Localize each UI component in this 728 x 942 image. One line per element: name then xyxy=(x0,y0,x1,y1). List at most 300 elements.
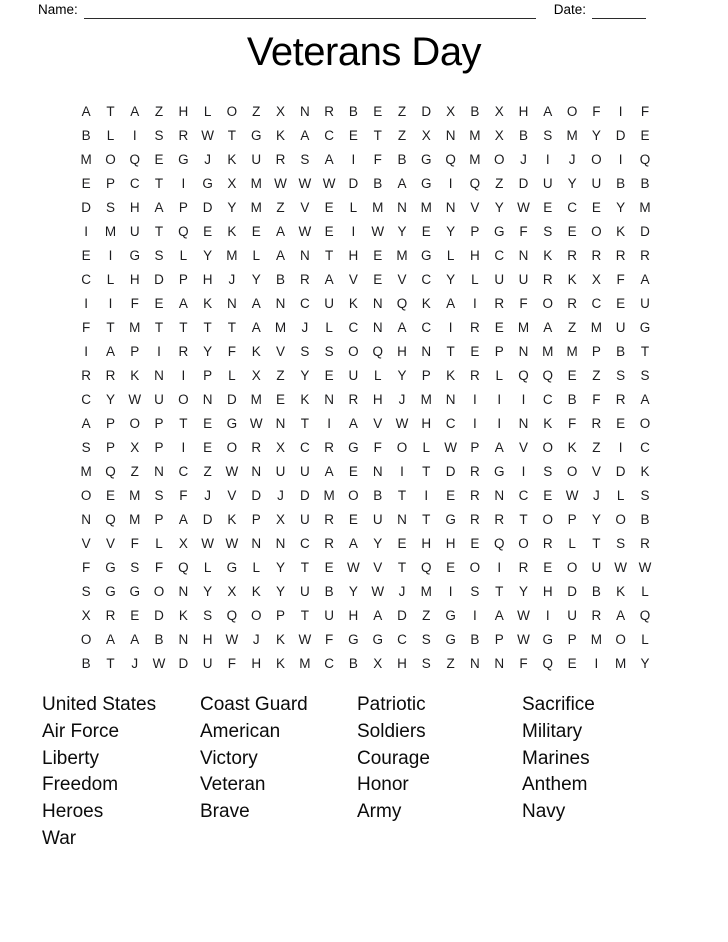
grid-letter: R xyxy=(591,608,602,624)
grid-letter: A xyxy=(640,392,650,408)
grid-letter: W xyxy=(614,560,628,576)
grid-letter: H xyxy=(251,656,262,672)
grid-letter: I xyxy=(473,392,477,408)
grid-letter: E xyxy=(203,416,213,432)
grid-letter: A xyxy=(446,296,456,312)
grid-letter: M xyxy=(226,248,238,264)
grid-letter: E xyxy=(640,128,650,144)
grid-letter: U xyxy=(640,296,650,312)
grid-letter: P xyxy=(494,344,504,360)
grid-letter: L xyxy=(228,368,236,384)
grid-letter: J xyxy=(131,656,139,672)
grid-letter: T xyxy=(154,320,164,336)
grid-letter: T xyxy=(227,320,237,336)
grid-letter: T xyxy=(373,128,382,144)
grid-letter: M xyxy=(80,464,92,480)
grid-letter: A xyxy=(543,320,553,336)
grid-letter: P xyxy=(591,344,601,360)
grid-letter: I xyxy=(448,320,453,336)
grid-letter: M xyxy=(250,200,262,216)
grid-letter: B xyxy=(591,584,601,600)
grid-letter: E xyxy=(373,248,383,264)
grid-letter: N xyxy=(251,536,262,552)
grid-letter: P xyxy=(105,416,115,432)
grid-letter: X xyxy=(251,368,261,384)
grid-letter: M xyxy=(396,248,408,264)
grid-letter: B xyxy=(397,152,407,168)
grid-letter: E xyxy=(397,536,407,552)
grid-letter: I xyxy=(157,344,161,360)
grid-letter: R xyxy=(105,368,116,384)
grid-letter: B xyxy=(616,344,626,360)
grid-letter: R xyxy=(518,560,529,576)
grid-letter: L xyxy=(641,632,649,648)
grid-letter: R xyxy=(567,248,577,264)
grid-letter: G xyxy=(542,632,554,648)
header-row xyxy=(38,2,646,19)
date-blank-line xyxy=(592,4,646,19)
grid-letter: P xyxy=(130,344,140,360)
grid-letter: L xyxy=(106,128,115,144)
grid-letter: R xyxy=(542,536,553,552)
grid-letter: G xyxy=(421,176,432,192)
grid-letter: P xyxy=(470,440,480,456)
grid-letter: C xyxy=(129,176,140,192)
grid-letter: A xyxy=(324,464,334,480)
grid-letter: X xyxy=(81,608,91,624)
grid-letter: K xyxy=(178,608,188,624)
grid-letter: R xyxy=(178,128,189,144)
grid-letter: C xyxy=(324,128,334,144)
grid-letter: Z xyxy=(567,320,577,336)
grid-letter: R xyxy=(348,392,359,408)
grid-letter: Y xyxy=(227,200,237,216)
grid-letter: U xyxy=(615,320,626,336)
grid-letter: R xyxy=(470,488,480,504)
grid-letter: Z xyxy=(130,464,139,480)
grid-letter: G xyxy=(129,584,140,600)
grid-letter: Y xyxy=(616,200,626,216)
grid-letter: E xyxy=(81,248,91,264)
grid-letter: M xyxy=(420,200,432,216)
grid-letter: N xyxy=(154,464,164,480)
grid-letter: C xyxy=(299,296,310,312)
grid-letter: W xyxy=(638,560,652,576)
grid-letter: M xyxy=(517,320,530,336)
grid-letter: A xyxy=(178,296,188,312)
grid-letter: X xyxy=(421,128,431,144)
grid-letter: A xyxy=(640,272,650,288)
grid-letter: J xyxy=(593,488,600,504)
grid-letter: G xyxy=(421,152,432,168)
grid-letter: E xyxy=(616,296,626,312)
grid-letter: R xyxy=(494,296,505,312)
grid-letter: C xyxy=(299,536,310,552)
grid-letter: D xyxy=(348,176,359,192)
grid-letter: F xyxy=(324,632,334,648)
word-list-item: Marines xyxy=(522,747,590,769)
grid-letter: R xyxy=(105,608,116,624)
grid-letter: N xyxy=(470,656,480,672)
grid-letter: O xyxy=(396,440,408,456)
grid-letter: A xyxy=(251,320,261,336)
grid-letter: L xyxy=(616,488,625,504)
grid-letter: K xyxy=(276,128,286,144)
grid-letter: X xyxy=(446,104,456,120)
grid-letter: R xyxy=(640,248,650,264)
word-list-item: Heroes xyxy=(42,801,104,823)
grid-letter: I xyxy=(351,152,356,168)
grid-letter: B xyxy=(276,272,286,288)
grid-letter: Z xyxy=(592,440,601,456)
word-list-item: War xyxy=(42,827,77,849)
grid-letter: P xyxy=(105,440,115,456)
grid-letter: D xyxy=(154,608,164,624)
grid-letter: G xyxy=(445,608,456,624)
grid-letter: Y xyxy=(446,272,456,288)
grid-letter: L xyxy=(325,320,333,336)
grid-letter: Z xyxy=(592,368,601,384)
grid-letter: C xyxy=(494,248,505,264)
grid-letter: M xyxy=(250,176,262,192)
grid-letter: Q xyxy=(639,608,651,624)
grid-letter: I xyxy=(84,344,89,360)
grid-letter: Y xyxy=(640,656,650,672)
grid-letter: F xyxy=(567,416,577,432)
grid-letter: I xyxy=(424,488,429,504)
grid-letter: D xyxy=(421,104,432,120)
grid-letter: E xyxy=(324,560,334,576)
grid-letter: H xyxy=(397,344,407,360)
grid-letter: W xyxy=(517,200,530,216)
grid-letter: R xyxy=(275,152,286,168)
grid-letter: M xyxy=(80,152,92,168)
word-list-item: United States xyxy=(42,694,157,715)
grid-letter: N xyxy=(445,200,456,216)
grid-letter: Q xyxy=(518,368,529,384)
grid-letter: R xyxy=(470,512,480,528)
grid-letter: J xyxy=(520,152,527,168)
grid-letter: F xyxy=(373,152,382,168)
grid-letter: Z xyxy=(495,176,504,192)
grid-letter: P xyxy=(154,440,164,456)
grid-letter: C xyxy=(348,320,359,336)
grid-letter: Y xyxy=(446,224,456,240)
grid-letter: A xyxy=(81,104,91,120)
grid-letter: F xyxy=(616,272,625,288)
grid-letter: D xyxy=(640,224,650,240)
grid-letter: W xyxy=(322,176,336,192)
grid-letter: G xyxy=(372,632,383,648)
word-list-item: Navy xyxy=(522,801,566,823)
grid-letter: P xyxy=(276,608,286,624)
grid-letter: D xyxy=(615,128,626,144)
grid-letter: G xyxy=(105,584,116,600)
grid-letter: G xyxy=(178,152,189,168)
grid-letter: S xyxy=(81,584,91,600)
grid-letter: Q xyxy=(105,464,116,480)
grid-letter: E xyxy=(591,200,601,216)
grid-letter: Q xyxy=(421,560,432,576)
grid-letter: B xyxy=(373,488,383,504)
grid-letter: I xyxy=(618,440,623,456)
grid-letter: U xyxy=(154,392,164,408)
grid-letter: B xyxy=(81,128,91,144)
grid-letter: K xyxy=(543,248,553,264)
grid-letter: E xyxy=(130,608,140,624)
grid-letter: O xyxy=(542,512,554,528)
grid-letter: F xyxy=(130,536,139,552)
grid-letter: W xyxy=(371,224,385,240)
word-list-item: Courage xyxy=(357,747,430,769)
grid-letter: G xyxy=(445,632,456,648)
grid-letter: W xyxy=(347,560,360,576)
grid-letter: J xyxy=(228,272,236,288)
grid-letter: T xyxy=(106,104,115,120)
grid-letter: D xyxy=(299,488,310,504)
grid-letter: H xyxy=(421,416,432,432)
grid-letter: G xyxy=(250,128,262,144)
grid-letter: W xyxy=(249,416,263,432)
grid-letter: N xyxy=(494,656,505,672)
grid-letter: X xyxy=(130,440,140,456)
grid-letter: T xyxy=(203,320,212,336)
grid-letter: V xyxy=(348,272,358,288)
grid-letter: V xyxy=(373,560,383,576)
grid-letter: S xyxy=(640,488,650,504)
grid-letter: S xyxy=(300,152,310,168)
grid-letter: H xyxy=(348,248,359,264)
grid-letter: O xyxy=(542,296,554,312)
grid-letter: S xyxy=(300,344,310,360)
grid-letter: F xyxy=(592,104,601,120)
grid-letter: N xyxy=(518,344,529,360)
grid-letter: F xyxy=(154,560,164,576)
grid-letter: K xyxy=(421,296,431,312)
grid-letter: I xyxy=(181,440,186,456)
grid-letter: T xyxy=(592,536,601,552)
word-list-item: Victory xyxy=(200,747,258,769)
grid-letter: I xyxy=(448,584,453,600)
grid-letter: H xyxy=(397,656,407,672)
grid-letter: E xyxy=(324,224,334,240)
grid-letter: D xyxy=(615,464,626,480)
grid-letter: V xyxy=(227,488,237,504)
grid-letter: R xyxy=(251,440,262,456)
word-list-item: Brave xyxy=(200,801,250,823)
grid-letter: H xyxy=(348,608,359,624)
grid-letter: U xyxy=(324,608,334,624)
grid-letter: H xyxy=(445,536,456,552)
grid-letter: A xyxy=(130,104,140,120)
grid-letter: A xyxy=(154,200,164,216)
grid-letter: J xyxy=(277,488,284,504)
grid-letter: Y xyxy=(276,560,286,576)
grid-letter: H xyxy=(129,200,140,216)
grid-letter: L xyxy=(252,248,260,264)
grid-letter: B xyxy=(348,656,358,672)
grid-letter: W xyxy=(298,632,312,648)
grid-letter: W xyxy=(565,488,579,504)
grid-letter: N xyxy=(275,296,286,312)
grid-letter: S xyxy=(130,560,140,576)
word-list-item: American xyxy=(200,720,281,742)
word-list-item: Freedom xyxy=(42,774,119,796)
grid-letter: N xyxy=(494,488,505,504)
grid-letter: O xyxy=(80,488,92,504)
grid-letter: O xyxy=(566,104,578,120)
grid-letter: G xyxy=(493,224,505,240)
grid-letter: T xyxy=(154,176,164,192)
grid-letter: R xyxy=(470,368,480,384)
word-list-item: Army xyxy=(357,801,402,823)
grid-letter: F xyxy=(519,656,528,672)
grid-letter: M xyxy=(274,320,287,336)
grid-letter: Y xyxy=(276,584,286,600)
grid-letter: N xyxy=(518,416,529,432)
grid-letter: E xyxy=(348,464,358,480)
grid-letter: I xyxy=(132,128,137,144)
grid-letter: F xyxy=(519,224,528,240)
grid-letter: G xyxy=(129,248,140,264)
grid-letter: F xyxy=(640,104,650,120)
grid-letter: N xyxy=(275,536,286,552)
grid-letter: J xyxy=(301,320,309,336)
grid-letter: S xyxy=(543,464,553,480)
grid-letter: N xyxy=(178,632,189,648)
grid-letter: Z xyxy=(154,104,164,120)
grid-letter: T xyxy=(179,320,188,336)
grid-letter: E xyxy=(348,128,358,144)
grid-letter: I xyxy=(400,464,404,480)
grid-letter: N xyxy=(251,464,262,480)
grid-letter: S xyxy=(543,128,553,144)
grid-letter: M xyxy=(566,128,578,144)
grid-letter: O xyxy=(591,152,602,168)
grid-letter: Z xyxy=(252,104,261,120)
grid-letter: S xyxy=(324,344,334,360)
grid-letter: T xyxy=(300,560,309,576)
grid-letter: A xyxy=(348,536,358,552)
grid-letter: T xyxy=(227,128,237,144)
grid-letter: G xyxy=(202,176,213,192)
grid-letter: J xyxy=(568,152,576,168)
grid-letter: Z xyxy=(203,464,212,480)
grid-letter: B xyxy=(640,512,650,528)
grid-letter: C xyxy=(445,416,456,432)
word-list-item: Anthem xyxy=(522,774,588,796)
grid-letter: A xyxy=(543,104,553,120)
grid-letter: L xyxy=(373,368,382,384)
grid-letter: T xyxy=(495,584,504,600)
grid-letter: Q xyxy=(178,560,189,576)
grid-letter: F xyxy=(519,296,528,312)
grid-letter: O xyxy=(80,632,92,648)
grid-letter: T xyxy=(154,224,164,240)
word-list-item: Veteran xyxy=(200,774,266,796)
grid-letter: O xyxy=(566,464,578,480)
grid-letter: F xyxy=(592,392,601,408)
grid-letter: A xyxy=(178,512,188,528)
grid-letter: W xyxy=(225,464,239,480)
grid-letter: B xyxy=(518,128,528,144)
grid-letter: L xyxy=(252,560,260,576)
grid-letter: U xyxy=(324,296,334,312)
grid-letter: M xyxy=(420,584,432,600)
grid-letter: I xyxy=(618,152,623,168)
grid-letter: O xyxy=(348,344,359,360)
grid-letter: P xyxy=(494,632,504,648)
grid-letter: I xyxy=(181,176,186,192)
grid-letter: E xyxy=(446,560,456,576)
grid-letter: A xyxy=(105,344,115,360)
grid-letter: L xyxy=(568,536,576,552)
grid-letter: W xyxy=(395,416,409,432)
grid-letter: V xyxy=(373,416,383,432)
grid-letter: U xyxy=(275,464,286,480)
word-list-item: Patriotic xyxy=(357,694,426,715)
grid-letter: S xyxy=(640,368,650,384)
grid-letter: H xyxy=(202,632,213,648)
grid-letter: Y xyxy=(373,536,383,552)
grid-letter: V xyxy=(518,440,528,456)
grid-letter: T xyxy=(519,512,528,528)
grid-letter: N xyxy=(324,392,334,408)
grid-letter: U xyxy=(202,656,213,672)
grid-letter: A xyxy=(251,296,261,312)
grid-letter: R xyxy=(81,368,92,384)
grid-letter: H xyxy=(470,248,480,264)
grid-letter: V xyxy=(591,464,601,480)
grid-letter: E xyxy=(324,200,334,216)
grid-letter: Y xyxy=(494,200,504,216)
grid-letter: U xyxy=(542,176,553,192)
grid-letter: W xyxy=(201,536,214,552)
page-title: Veterans Day xyxy=(246,30,482,74)
grid-letter: C xyxy=(299,440,310,456)
grid-letter: N xyxy=(518,248,529,264)
grid-letter: D xyxy=(227,392,237,408)
grid-letter: O xyxy=(105,152,116,168)
grid-letter: N xyxy=(397,512,407,528)
grid-letter: L xyxy=(446,248,455,264)
grid-letter: B xyxy=(470,104,480,120)
grid-letter: T xyxy=(300,608,309,624)
grid-letter: M xyxy=(590,632,602,648)
grid-letter: K xyxy=(640,464,650,480)
grid-letter: M xyxy=(323,488,335,504)
grid-letter: M xyxy=(615,656,627,672)
grid-letter: G xyxy=(105,560,116,576)
grid-letter: O xyxy=(469,560,481,576)
grid-letter: Y xyxy=(397,368,407,384)
grid-letter: G xyxy=(493,464,505,480)
grid-letter: G xyxy=(421,248,432,264)
grid-letter: P xyxy=(105,176,115,192)
grid-letter: M xyxy=(129,320,141,336)
grid-letter: R xyxy=(470,320,480,336)
grid-letter: W xyxy=(371,584,385,600)
grid-letter: K xyxy=(348,296,358,312)
grid-letter: M xyxy=(129,488,141,504)
grid-letter: E xyxy=(348,512,358,528)
grid-letter: H xyxy=(421,536,432,552)
grid-letter: G xyxy=(639,320,651,336)
grid-letter: I xyxy=(181,368,186,384)
grid-letter: G xyxy=(348,440,359,456)
grid-letter: F xyxy=(227,344,237,360)
grid-letter: Q xyxy=(226,608,238,624)
